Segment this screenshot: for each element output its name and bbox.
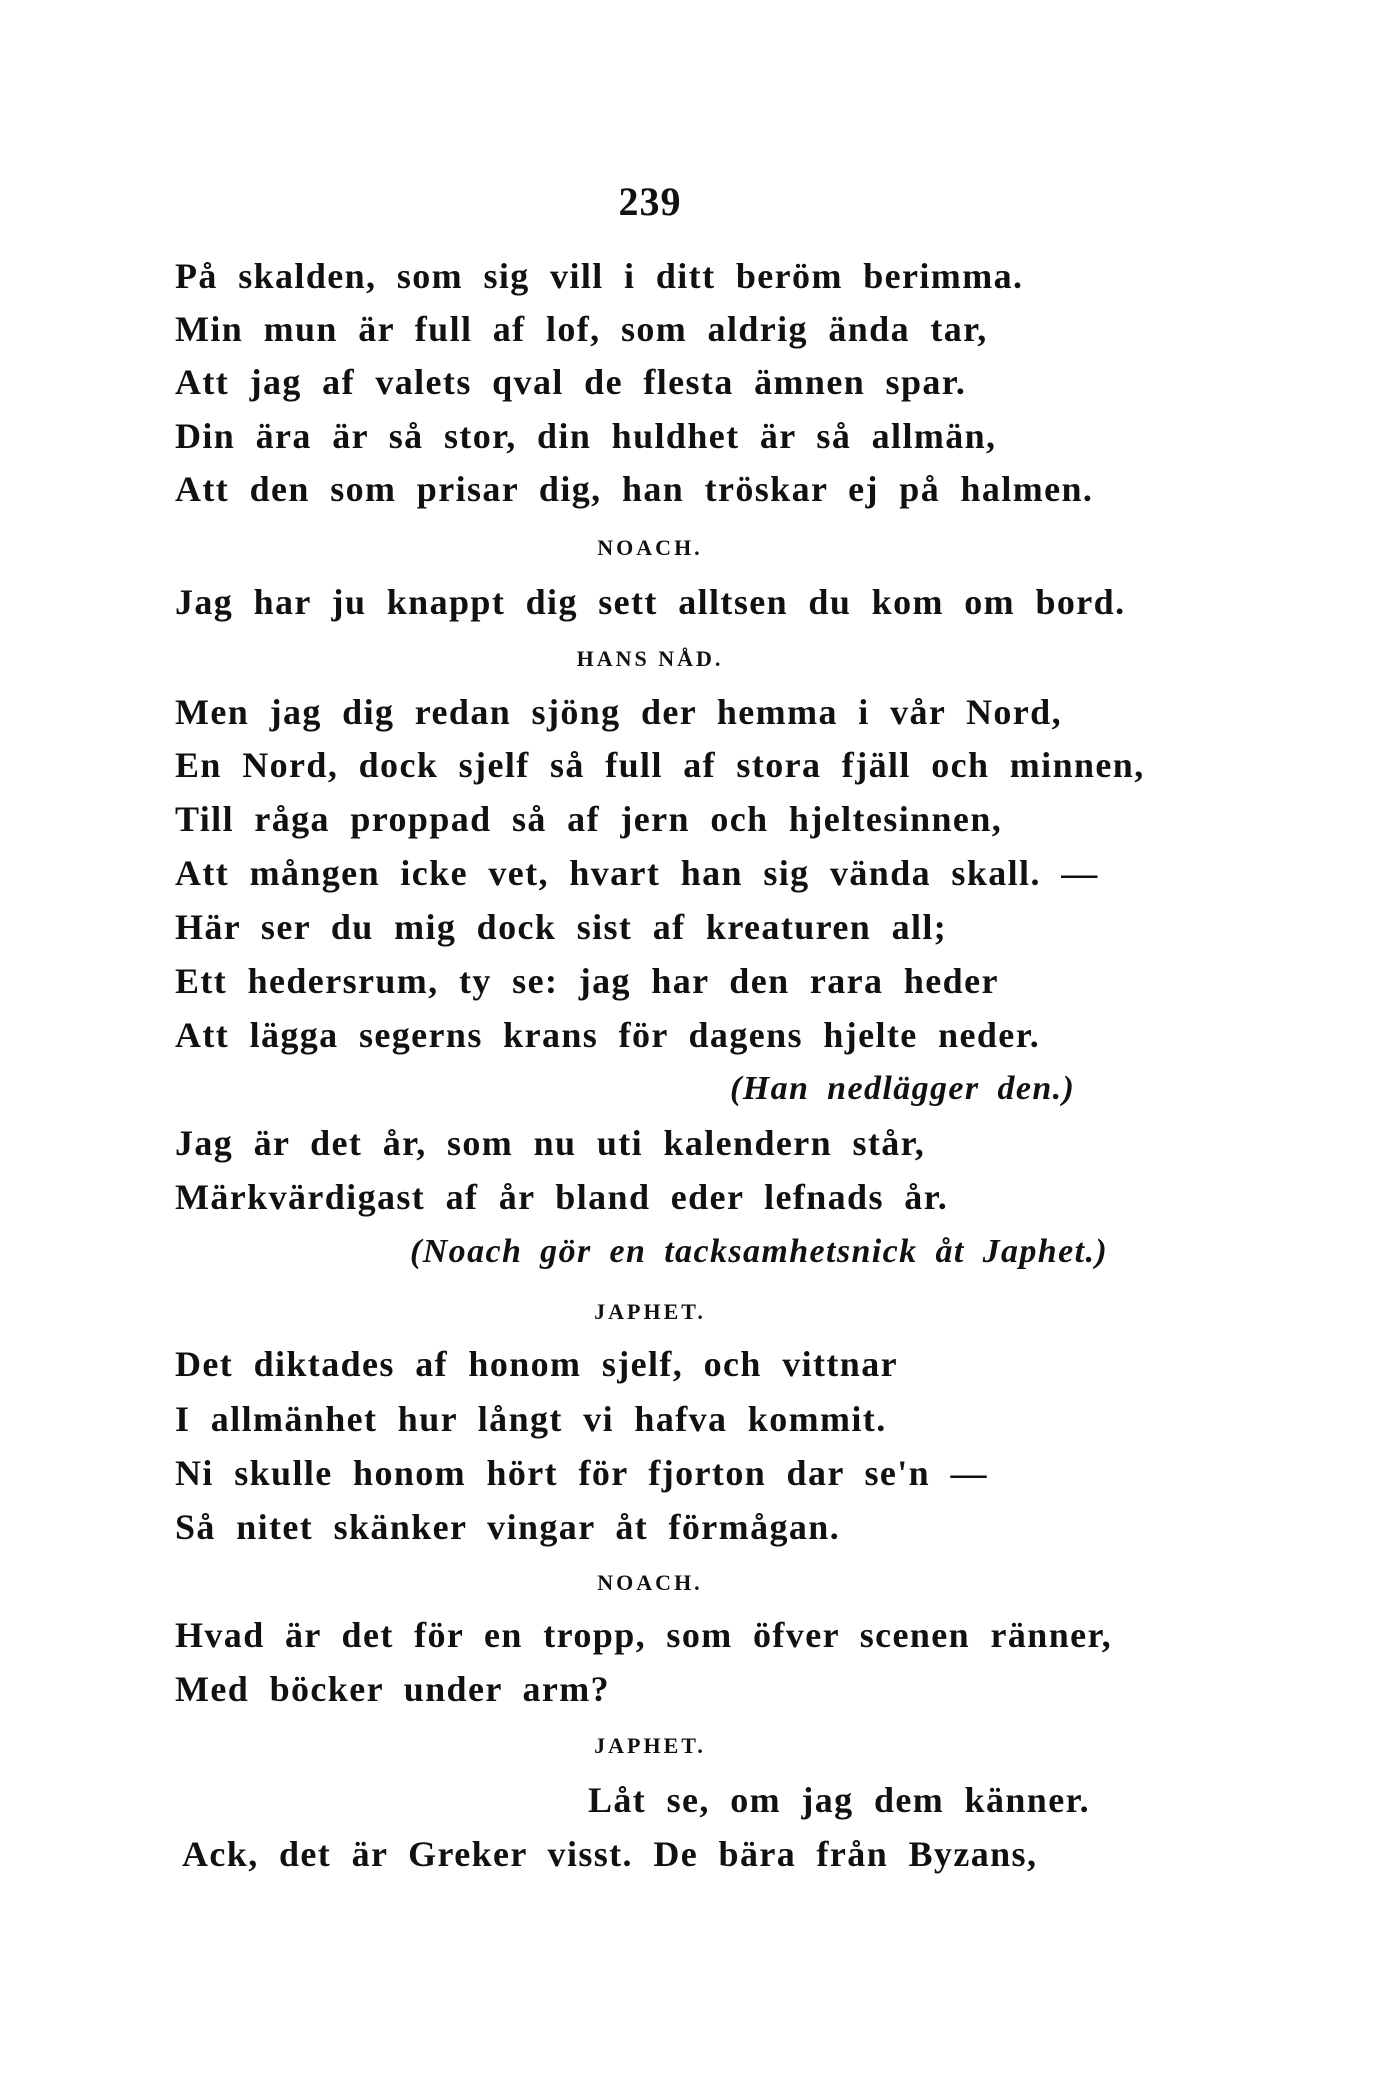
verse-line: Att mången icke vet, hvart han sig vända skall. —: [175, 853, 1099, 893]
verse-line: Det diktades af honom sjelf, och vittnar: [175, 1344, 898, 1384]
verse-line: Låt se, om jag dem känner.: [588, 1780, 1091, 1820]
verse-line: Med böcker under arm?: [175, 1669, 611, 1709]
verse-line: Hvad är det för en tropp, som öfver scenen ränner,: [175, 1615, 1112, 1655]
verse-line: I allmänhet hur långt vi hafva kommit.: [175, 1399, 887, 1439]
verse-line: Ett hedersrum, ty se: jag har den rara heder: [175, 961, 999, 1001]
verse-line: Märkvärdigast af år bland eder lefnads år.: [175, 1177, 949, 1217]
speaker-name: JAPHET.: [594, 1733, 706, 1758]
verse-line: Här ser du mig dock sist af kreaturen all;: [175, 907, 948, 947]
verse-line: Men jag dig redan sjöng der hemma i vår Nord,: [175, 692, 1062, 732]
speaker-name: NOACH.: [597, 535, 703, 560]
verse-line: Att jag af valets qval de flesta ämnen spar.: [175, 362, 967, 402]
verse-line: Min mun är full af lof, som aldrig ända tar,: [175, 309, 988, 349]
speaker-name: HANS NÅD.: [576, 646, 724, 671]
speaker-name: JAPHET.: [594, 1299, 706, 1324]
stage-direction: (Han nedlägger den.): [730, 1070, 1076, 1107]
page-number: 239: [618, 179, 682, 224]
verse-line: Ni skulle honom hört för fjorton dar se'n —: [175, 1453, 988, 1493]
verse-line: På skalden, som sig vill i ditt beröm berimma.: [175, 256, 1024, 296]
stage-direction: (Noach gör en tacksamhetsnick åt Japhet.): [410, 1233, 1109, 1270]
verse-line: Jag är det år, som nu uti kalendern står,: [175, 1123, 926, 1163]
verse-line: Så nitet skänker vingar åt förmågan.: [175, 1507, 841, 1547]
verse-line: Till råga proppad så af jern och hjeltesinnen,: [175, 799, 1003, 839]
verse-line: En Nord, dock sjelf så full af stora fjäll och minnen,: [175, 745, 1145, 785]
verse-line: Din ära är så stor, din huldhet är så allmän,: [175, 416, 997, 456]
verse-line: Ack, det är Greker visst. De bära från Byzans,: [182, 1834, 1038, 1874]
speaker-name: NOACH.: [597, 1570, 703, 1595]
verse-line: Att den som prisar dig, han tröskar ej på halmen.: [175, 469, 1094, 509]
verse-line: Jag har ju knappt dig sett alltsen du kom om bord.: [175, 582, 1126, 622]
verse-line: Att lägga segerns krans för dagens hjelte neder.: [175, 1015, 1041, 1055]
